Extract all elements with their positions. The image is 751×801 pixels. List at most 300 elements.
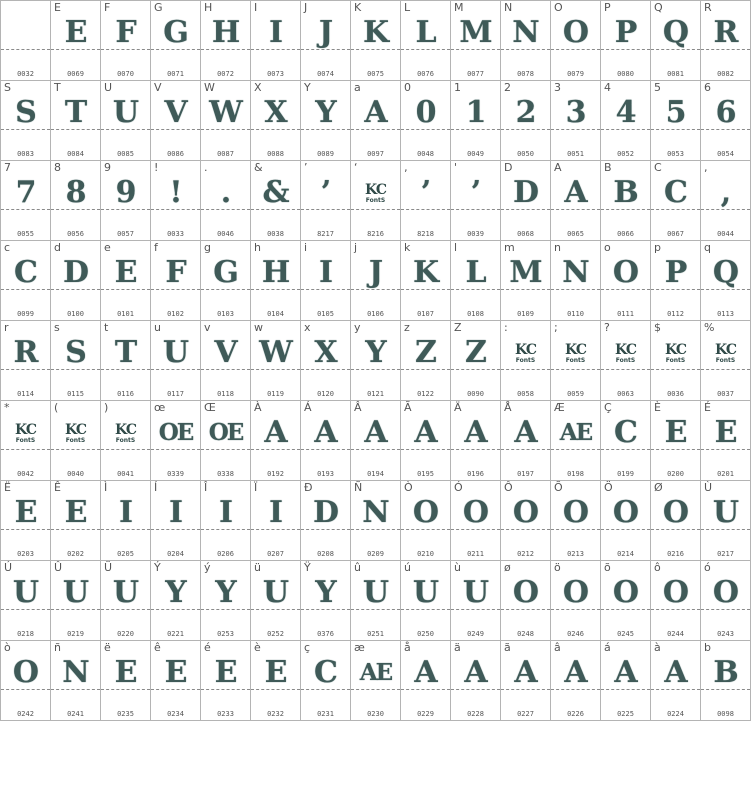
- glyph-cell: [151, 81, 201, 161]
- character-code: 0250: [417, 630, 434, 638]
- character-label: z: [404, 321, 410, 334]
- glyph-cell: [401, 81, 451, 161]
- logo-fonts-text: FontS: [565, 357, 586, 364]
- glyph-cell: [201, 1, 251, 81]
- glyph-cell: [501, 81, 551, 161]
- glyph-sample: R: [13, 335, 38, 370]
- glyph-sample: 1: [465, 95, 486, 130]
- glyph-cell: [251, 81, 301, 161]
- character-code: 0226: [567, 710, 584, 718]
- character-code: 0079: [567, 70, 584, 78]
- character-label: ù: [454, 561, 461, 574]
- character-code: 0199: [617, 470, 634, 478]
- glyph-cell: [1, 1, 51, 81]
- glyph-cell: [651, 81, 701, 161]
- glyph-cell: [151, 1, 201, 81]
- character-code: 0042: [17, 470, 34, 478]
- glyph-cell: [651, 561, 701, 641]
- character-code: 0122: [417, 390, 434, 398]
- character-code: 0197: [517, 470, 534, 478]
- character-code: 0051: [567, 150, 584, 158]
- glyph-cell: [401, 561, 451, 641]
- character-code: 0120: [317, 390, 334, 398]
- character-label: Ý: [154, 561, 161, 574]
- glyph-cell: [51, 641, 101, 721]
- character-label: õ: [604, 561, 611, 574]
- logo-fonts-text: FontS: [715, 357, 736, 364]
- kc-fonts-logo: [651, 343, 700, 365]
- character-code: 0056: [67, 230, 84, 238]
- glyph-sample: !: [169, 175, 182, 210]
- kc-fonts-logo: [1, 423, 50, 445]
- character-label: ä: [454, 641, 461, 654]
- glyph-cell: [101, 81, 151, 161]
- character-label: N: [504, 1, 513, 14]
- glyph-sample: A: [564, 655, 587, 690]
- character-code: 0233: [217, 710, 234, 718]
- character-code: 0057: [117, 230, 134, 238]
- glyph-sample: U: [62, 575, 89, 610]
- character-label: Ï: [254, 481, 258, 494]
- character-code: 0097: [367, 150, 384, 158]
- character-code: 0073: [267, 70, 284, 78]
- glyph-cell: [1, 81, 51, 161]
- kc-fonts-logo: [701, 343, 750, 365]
- glyph-sample: R: [713, 15, 738, 50]
- character-label: b: [704, 641, 711, 654]
- baseline-guide: [51, 449, 100, 450]
- glyph-sample: Y: [315, 575, 336, 610]
- glyph-sample: F: [115, 15, 136, 50]
- character-code: 0072: [217, 70, 234, 78]
- baseline-guide: [551, 369, 600, 370]
- glyph-cell: [351, 81, 401, 161]
- glyph-sample: U: [462, 575, 489, 610]
- glyph-cell: [201, 81, 251, 161]
- character-label: Ð: [304, 481, 313, 494]
- glyph-sample: T: [64, 95, 87, 130]
- glyph-sample: Z: [415, 335, 436, 370]
- character-label: W: [204, 81, 215, 94]
- glyph-sample: U: [712, 495, 739, 530]
- character-label: ú: [404, 561, 411, 574]
- glyph-cell: [101, 161, 151, 241]
- character-code: 0249: [467, 630, 484, 638]
- glyph-sample: O: [662, 575, 689, 610]
- character-label: s: [54, 321, 60, 334]
- character-code: 0234: [167, 710, 184, 718]
- glyph-cell: [651, 401, 701, 481]
- character-label: á: [604, 641, 611, 654]
- glyph-cell: [601, 561, 651, 641]
- character-code: 8216: [367, 230, 384, 238]
- glyph-cell: [601, 321, 651, 401]
- kc-fonts-logo: [51, 423, 100, 445]
- character-code: 0338: [217, 470, 234, 478]
- logo-kc-text: KC: [665, 342, 686, 358]
- glyph-cell: [51, 161, 101, 241]
- character-label: å: [404, 641, 411, 654]
- glyph-sample: 7: [15, 175, 36, 210]
- character-label: Ÿ: [304, 561, 311, 574]
- glyph-sample: O: [412, 495, 439, 530]
- glyph-cell: [651, 641, 701, 721]
- character-code: 0244: [667, 630, 684, 638]
- kc-fonts-logo: [101, 423, 150, 445]
- glyph-sample: U: [12, 575, 39, 610]
- character-label: ã: [504, 641, 511, 654]
- character-code: 0032: [17, 70, 34, 78]
- glyph-cell: [51, 1, 101, 81]
- glyph-cell: [651, 321, 701, 401]
- glyph-sample: H: [261, 255, 290, 290]
- character-label: D: [504, 161, 513, 174]
- glyph-cell: [51, 401, 101, 481]
- character-code: 0081: [667, 70, 684, 78]
- glyph-sample: O: [562, 15, 589, 50]
- character-label: 6: [704, 81, 711, 94]
- character-label: w: [254, 321, 263, 334]
- glyph-sample: Q: [712, 255, 739, 290]
- character-label: .: [204, 161, 208, 174]
- character-code: 0376: [317, 630, 334, 638]
- glyph-cell: [651, 1, 701, 81]
- character-label: a: [354, 81, 361, 94]
- glyph-sample: O: [612, 575, 639, 610]
- glyph-sample: M: [459, 15, 492, 50]
- logo-fonts-text: FontS: [115, 437, 136, 444]
- character-code: 0052: [617, 150, 634, 158]
- glyph-sample: 2: [515, 95, 536, 130]
- character-code: 0121: [367, 390, 384, 398]
- kc-fonts-logo: [351, 183, 400, 205]
- glyph-cell: [101, 481, 151, 561]
- glyph-sample: O: [612, 255, 639, 290]
- character-label: 5: [654, 81, 661, 94]
- character-label: Ì: [104, 481, 108, 494]
- character-label: À: [254, 401, 262, 414]
- glyph-sample: Y: [365, 335, 386, 370]
- glyph-cell: [351, 161, 401, 241]
- character-code: 0048: [417, 150, 434, 158]
- glyph-sample: A: [614, 655, 637, 690]
- glyph-sample: K: [362, 15, 389, 50]
- character-label: Ö: [604, 481, 613, 494]
- glyph-cell: [251, 1, 301, 81]
- glyph-cell: [701, 161, 751, 241]
- character-code: 0205: [117, 550, 134, 558]
- glyph-cell: [1, 641, 51, 721]
- glyph-cell: [601, 401, 651, 481]
- glyph-sample: T: [114, 335, 137, 370]
- character-label: ‘: [354, 161, 358, 174]
- glyph-cell: [551, 641, 601, 721]
- character-code: 0055: [17, 230, 34, 238]
- character-code: 0040: [67, 470, 84, 478]
- glyph-cell: [201, 161, 251, 241]
- character-label: ø: [504, 561, 511, 574]
- character-label: I: [254, 1, 258, 14]
- glyph-cell: [501, 481, 551, 561]
- character-code: 0099: [17, 310, 34, 318]
- glyph-cell: [701, 561, 751, 641]
- kc-fonts-logo: [601, 343, 650, 365]
- character-label: ó: [704, 561, 711, 574]
- character-code: 0213: [567, 550, 584, 558]
- glyph-cell: [101, 321, 151, 401]
- character-code: 0242: [17, 710, 34, 718]
- character-label: X: [254, 81, 262, 94]
- character-code: 0082: [717, 70, 734, 78]
- character-code: 0231: [317, 710, 334, 718]
- logo-fonts-text: FontS: [15, 437, 36, 444]
- glyph-cell: [601, 241, 651, 321]
- character-label: %: [704, 321, 715, 334]
- baseline-guide: [601, 369, 650, 370]
- glyph-cell: [551, 1, 601, 81]
- glyph-sample: B: [713, 655, 738, 690]
- character-label: ‚: [404, 161, 408, 174]
- character-code: 0339: [167, 470, 184, 478]
- character-code: 0202: [67, 550, 84, 558]
- glyph-sample: Y: [315, 95, 336, 130]
- glyph-cell: [351, 1, 401, 81]
- character-code: 0251: [367, 630, 384, 638]
- character-code: 0098: [717, 710, 734, 718]
- glyph-sample: O: [462, 495, 489, 530]
- character-label: ô: [654, 561, 661, 574]
- character-code: 0253: [217, 630, 234, 638]
- glyph-cell: [451, 161, 501, 241]
- glyph-cell: [151, 641, 201, 721]
- glyph-cell: [101, 641, 151, 721]
- glyph-cell: [451, 641, 501, 721]
- character-code: 0219: [67, 630, 84, 638]
- character-label: &: [254, 161, 263, 174]
- character-code: 0058: [517, 390, 534, 398]
- glyph-sample: S: [65, 335, 86, 370]
- glyph-sample: P: [664, 255, 687, 290]
- glyph-sample: 0: [415, 95, 436, 130]
- character-code: 0033: [167, 230, 184, 238]
- baseline-guide: [501, 369, 550, 370]
- glyph-sample: A: [314, 415, 337, 450]
- glyph-cell: [451, 1, 501, 81]
- glyph-cell: [401, 241, 451, 321]
- character-label: Ñ: [354, 481, 363, 494]
- character-label: K: [354, 1, 362, 14]
- character-label: U: [104, 81, 113, 94]
- character-code: 0039: [467, 230, 484, 238]
- glyph-cell: [351, 561, 401, 641]
- character-label: 3: [554, 81, 561, 94]
- glyph-sample: C: [614, 415, 637, 450]
- glyph-cell: [201, 481, 251, 561]
- character-code: 0210: [417, 550, 434, 558]
- glyph-sample: I: [118, 495, 133, 530]
- logo-fonts-text: FontS: [615, 357, 636, 364]
- character-code: 0068: [517, 230, 534, 238]
- glyph-sample: O: [12, 655, 39, 690]
- glyph-cell: [351, 241, 401, 321]
- character-label: Ê: [54, 481, 61, 494]
- glyph-cell: [701, 321, 751, 401]
- character-label: Ú: [4, 561, 13, 574]
- glyph-sample: A: [514, 655, 537, 690]
- character-code: 0078: [517, 70, 534, 78]
- character-label: Y: [304, 81, 311, 94]
- character-label: Æ: [554, 401, 565, 414]
- glyph-cell: [251, 481, 301, 561]
- character-label: È: [654, 401, 661, 414]
- character-label: V: [154, 81, 162, 94]
- character-label: à: [654, 641, 661, 654]
- glyph-sample: J: [318, 15, 333, 50]
- character-label: 0: [404, 81, 411, 94]
- glyph-sample: 4: [615, 95, 636, 130]
- character-label: R: [704, 1, 712, 14]
- character-code: 0086: [167, 150, 184, 158]
- character-code: 0110: [567, 310, 584, 318]
- glyph-cell: [51, 481, 101, 561]
- glyph-sample: A: [664, 655, 687, 690]
- glyph-cell: [451, 561, 501, 641]
- glyph-sample: &: [262, 175, 289, 210]
- character-label: g: [204, 241, 211, 254]
- glyph-cell: [301, 401, 351, 481]
- glyph-sample: L: [465, 255, 486, 290]
- glyph-cell: [251, 561, 301, 641]
- baseline-guide: [101, 449, 150, 450]
- glyph-cell: [1, 321, 51, 401]
- glyph-cell: [651, 161, 701, 241]
- glyph-sample: ’: [420, 175, 431, 210]
- character-code: 0071: [167, 70, 184, 78]
- glyph-cell: [301, 641, 351, 721]
- glyph-cell: [101, 1, 151, 81]
- glyph-cell: [251, 241, 301, 321]
- character-label: 8: [54, 161, 61, 174]
- glyph-cell: [701, 1, 751, 81]
- glyph-sample: U: [412, 575, 439, 610]
- glyph-sample: O: [612, 495, 639, 530]
- character-code: 0067: [667, 230, 684, 238]
- glyph-sample: N: [62, 655, 89, 690]
- character-code: 0118: [217, 390, 234, 398]
- character-label: H: [204, 1, 213, 14]
- character-code: 0054: [717, 150, 734, 158]
- glyph-cell: [51, 561, 101, 641]
- glyph-cell: [251, 401, 301, 481]
- glyph-cell: [251, 161, 301, 241]
- character-label: (: [54, 401, 59, 414]
- glyph-sample: U: [262, 575, 289, 610]
- glyph-sample: Y: [165, 575, 186, 610]
- glyph-cell: [501, 641, 551, 721]
- glyph-cell: [251, 641, 301, 721]
- character-code: 0206: [217, 550, 234, 558]
- character-code: 0066: [617, 230, 634, 238]
- character-code: 0216: [667, 550, 684, 558]
- glyph-sample: C: [314, 655, 337, 690]
- character-label: c: [4, 241, 11, 254]
- glyph-sample: I: [168, 495, 183, 530]
- logo-kc-text: KC: [65, 422, 86, 438]
- glyph-cell: [401, 321, 451, 401]
- character-label: o: [604, 241, 611, 254]
- character-code: 0080: [617, 70, 634, 78]
- glyph-cell: [551, 481, 601, 561]
- character-label: r: [4, 321, 9, 334]
- glyph-cell: [351, 321, 401, 401]
- character-code: 0227: [517, 710, 534, 718]
- character-code: 0112: [667, 310, 684, 318]
- character-code: 0070: [117, 70, 134, 78]
- glyph-sample: H: [211, 15, 240, 50]
- glyph-cell: [301, 81, 351, 161]
- glyph-sample: N: [512, 15, 539, 50]
- character-label: h: [254, 241, 261, 254]
- character-code: 0221: [167, 630, 184, 638]
- character-label: æ: [354, 641, 365, 654]
- character-code: 0105: [317, 310, 334, 318]
- character-code: 0224: [667, 710, 684, 718]
- character-label: j: [354, 241, 358, 254]
- glyph-sample: O: [562, 575, 589, 610]
- character-label: L: [404, 1, 411, 14]
- character-label: 9: [104, 161, 111, 174]
- glyph-sample: A: [364, 415, 387, 450]
- glyph-sample: 3: [565, 95, 586, 130]
- glyph-cell: [501, 321, 551, 401]
- character-label: è: [254, 641, 261, 654]
- character-code: 0101: [117, 310, 134, 318]
- glyph-cell: [1, 401, 51, 481]
- character-label: x: [304, 321, 311, 334]
- glyph-cell: [1, 481, 51, 561]
- character-code: 0083: [17, 150, 34, 158]
- character-label: *: [4, 401, 10, 414]
- glyph-cell: [351, 401, 401, 481]
- glyph-cell: [201, 321, 251, 401]
- glyph-cell: [601, 81, 651, 161]
- logo-kc-text: KC: [715, 342, 736, 358]
- glyph-sample: U: [162, 335, 189, 370]
- glyph-cell: [501, 161, 551, 241]
- character-code: 0241: [67, 710, 84, 718]
- character-label: Œ: [204, 401, 216, 414]
- character-code: 0113: [717, 310, 734, 318]
- baseline-guide: [351, 209, 400, 210]
- character-code: 0235: [117, 710, 134, 718]
- character-label: ñ: [54, 641, 61, 654]
- glyph-sample: O: [562, 495, 589, 530]
- character-code: 0038: [267, 230, 284, 238]
- glyph-cell: [451, 81, 501, 161]
- glyph-sample: E: [264, 655, 287, 690]
- baseline-guide: [1, 49, 50, 50]
- glyph-sample: Y: [215, 575, 236, 610]
- glyph-sample: A: [464, 655, 487, 690]
- character-code: 0201: [717, 470, 734, 478]
- glyph-sample: OE: [208, 419, 243, 446]
- glyph-cell: [651, 241, 701, 321]
- character-code: 0089: [317, 150, 334, 158]
- glyph-sample: U: [112, 575, 139, 610]
- character-label: Ë: [4, 481, 11, 494]
- character-label: v: [204, 321, 211, 334]
- glyph-sample: V: [214, 335, 237, 370]
